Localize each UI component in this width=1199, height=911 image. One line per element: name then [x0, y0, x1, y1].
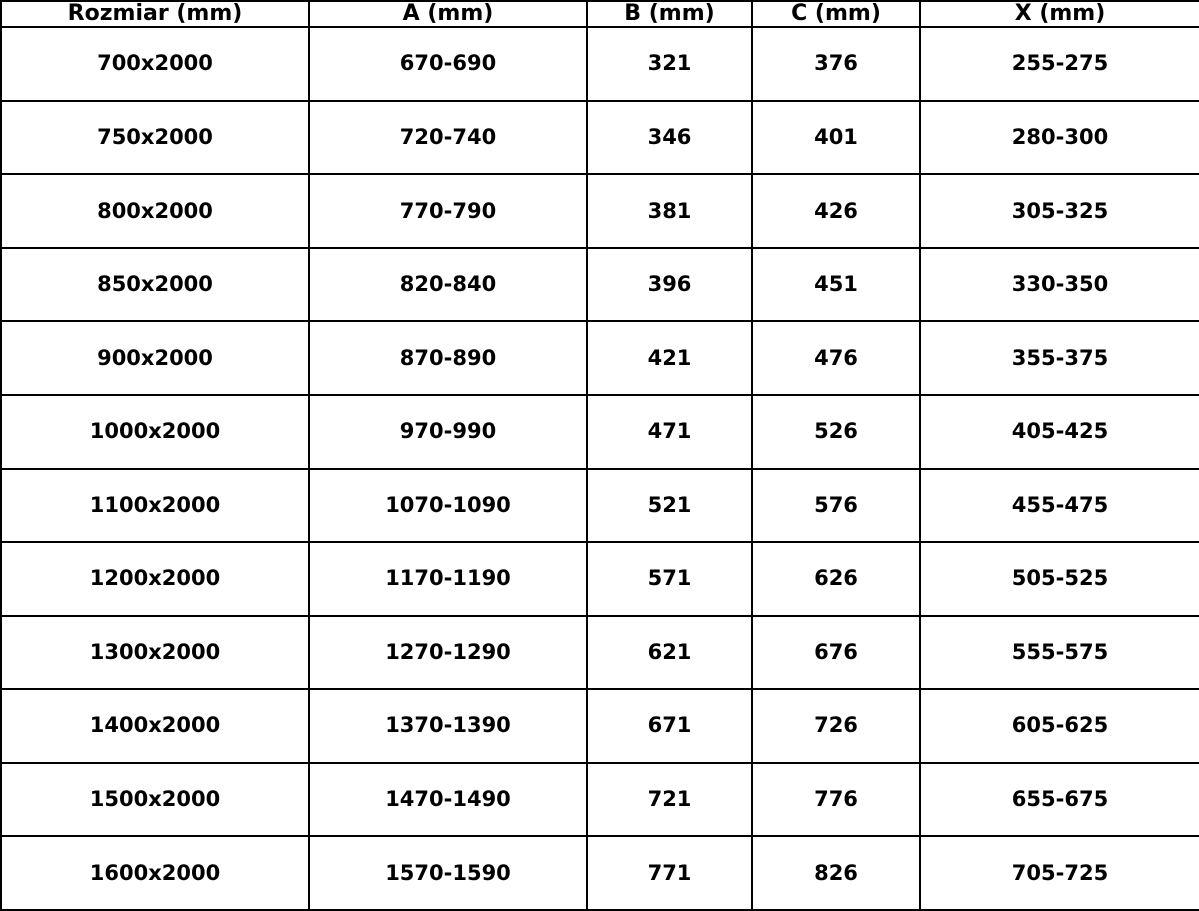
cell-rozmiar: 1400x2000 [1, 689, 309, 763]
cell-b: 346 [587, 101, 752, 175]
cell-rozmiar: 1200x2000 [1, 542, 309, 616]
column-header-a: A (mm) [309, 1, 587, 27]
cell-b: 471 [587, 395, 752, 469]
cell-a: 720-740 [309, 101, 587, 175]
cell-x: 555-575 [920, 616, 1199, 690]
cell-a: 670-690 [309, 27, 587, 101]
table-row [1, 174, 1199, 248]
cell-b: 721 [587, 763, 752, 837]
cell-x: 505-525 [920, 542, 1199, 616]
cell-c: 426 [752, 174, 920, 248]
cell-x: 605-625 [920, 689, 1199, 763]
cell-c: 526 [752, 395, 920, 469]
cell-a: 770-790 [309, 174, 587, 248]
cell-c: 451 [752, 248, 920, 322]
cell-rozmiar: 1300x2000 [1, 616, 309, 690]
table-row [1, 469, 1199, 543]
cell-x: 455-475 [920, 469, 1199, 543]
cell-c: 476 [752, 321, 920, 395]
cell-x: 705-725 [920, 836, 1199, 910]
cell-b: 396 [587, 248, 752, 322]
cell-b: 421 [587, 321, 752, 395]
cell-a: 870-890 [309, 321, 587, 395]
cell-x: 655-675 [920, 763, 1199, 837]
cell-x: 330-350 [920, 248, 1199, 322]
cell-b: 321 [587, 27, 752, 101]
table-header [1, 1, 1199, 27]
cell-rozmiar: 1000x2000 [1, 395, 309, 469]
cell-c: 826 [752, 836, 920, 910]
cell-b: 571 [587, 542, 752, 616]
table-row [1, 836, 1199, 910]
table-row [1, 616, 1199, 690]
cell-c: 626 [752, 542, 920, 616]
table-header-row [1, 1, 1199, 27]
cell-c: 376 [752, 27, 920, 101]
cell-b: 771 [587, 836, 752, 910]
cell-c: 776 [752, 763, 920, 837]
column-header-rozmiar: Rozmiar (mm) [1, 1, 309, 27]
table-row [1, 27, 1199, 101]
table-row [1, 321, 1199, 395]
cell-b: 671 [587, 689, 752, 763]
table-row [1, 395, 1199, 469]
table-row [1, 542, 1199, 616]
cell-a: 1170-1190 [309, 542, 587, 616]
table-row [1, 763, 1199, 837]
cell-a: 970-990 [309, 395, 587, 469]
cell-b: 381 [587, 174, 752, 248]
table-row [1, 101, 1199, 175]
cell-a: 1570-1590 [309, 836, 587, 910]
cell-a: 1470-1490 [309, 763, 587, 837]
cell-a: 1270-1290 [309, 616, 587, 690]
cell-a: 820-840 [309, 248, 587, 322]
cell-rozmiar: 750x2000 [1, 101, 309, 175]
column-header-x: X (mm) [920, 1, 1199, 27]
cell-b: 521 [587, 469, 752, 543]
cell-x: 355-375 [920, 321, 1199, 395]
cell-c: 576 [752, 469, 920, 543]
cell-c: 726 [752, 689, 920, 763]
column-header-c: C (mm) [752, 1, 920, 27]
table-body [1, 27, 1199, 910]
cell-x: 255-275 [920, 27, 1199, 101]
cell-rozmiar: 700x2000 [1, 27, 309, 101]
cell-rozmiar: 850x2000 [1, 248, 309, 322]
cell-a: 1070-1090 [309, 469, 587, 543]
cell-b: 621 [587, 616, 752, 690]
cell-rozmiar: 1600x2000 [1, 836, 309, 910]
cell-x: 405-425 [920, 395, 1199, 469]
cell-a: 1370-1390 [309, 689, 587, 763]
column-header-b: B (mm) [587, 1, 752, 27]
table-row [1, 248, 1199, 322]
cell-x: 280-300 [920, 101, 1199, 175]
cell-x: 305-325 [920, 174, 1199, 248]
cell-rozmiar: 800x2000 [1, 174, 309, 248]
cell-c: 401 [752, 101, 920, 175]
cell-c: 676 [752, 616, 920, 690]
table-row [1, 689, 1199, 763]
cell-rozmiar: 1500x2000 [1, 763, 309, 837]
cell-rozmiar: 900x2000 [1, 321, 309, 395]
cell-rozmiar: 1100x2000 [1, 469, 309, 543]
